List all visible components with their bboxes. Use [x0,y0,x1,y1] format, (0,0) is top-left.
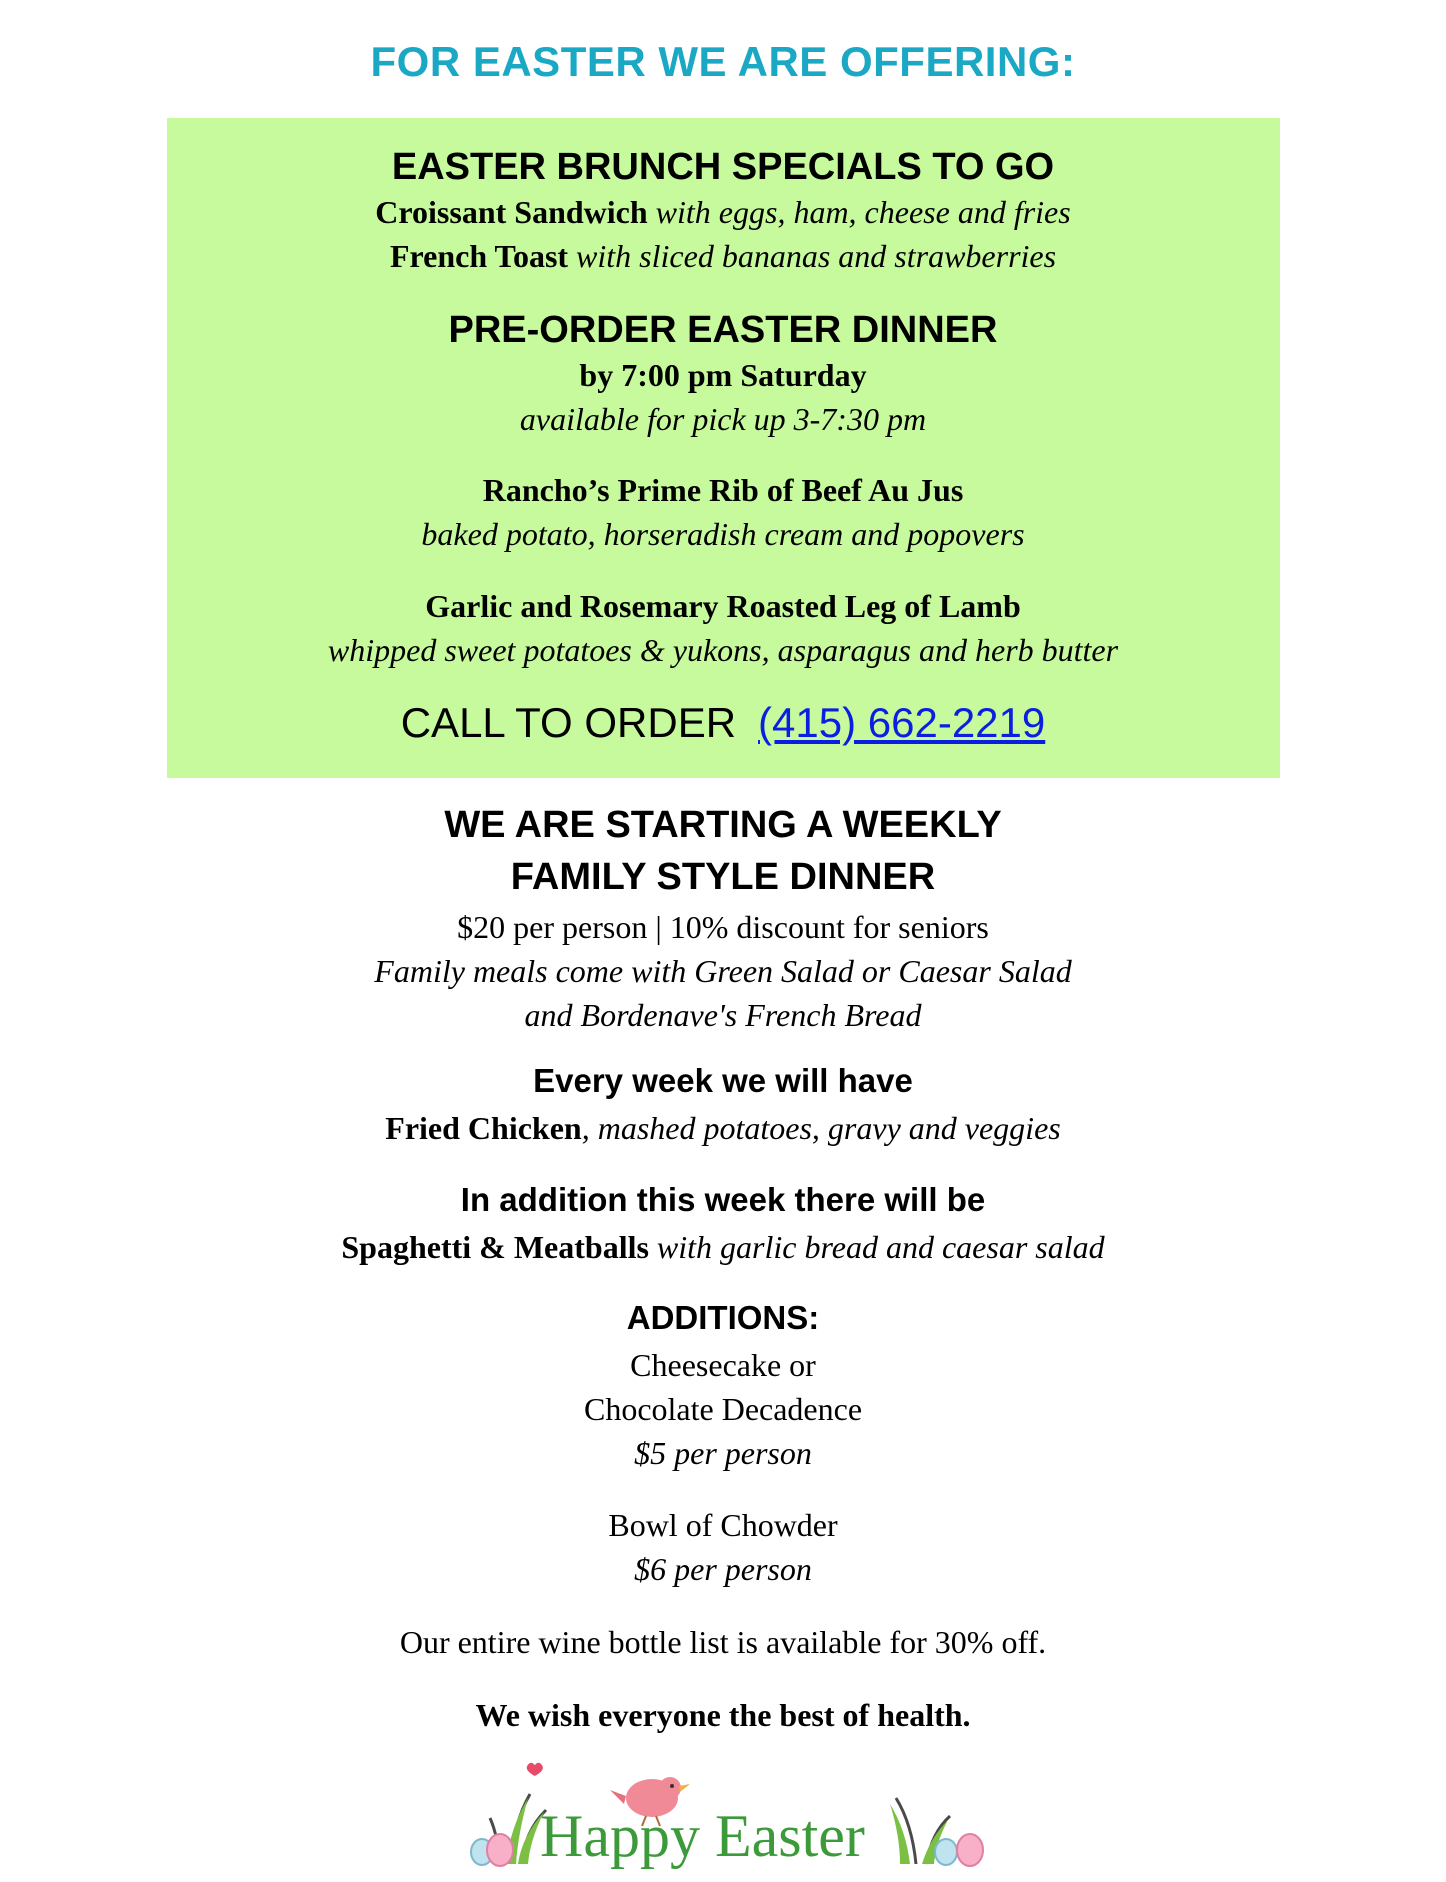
dinner-item-name: Garlic and Rosemary Roasted Leg of Lamb [425,588,1021,624]
this-week-item-name: Spaghetti & Meatballs [341,1229,649,1265]
call-label: CALL TO ORDER [400,699,737,746]
weekly-note-line1: Family meals come with Green Salad or Caesar Salad [374,953,1072,989]
wine-offer: Our entire wine bottle list is available for 30% off. [399,1624,1047,1660]
dinner-title: PRE-ORDER EASTER DINNER [448,309,998,351]
phone-link[interactable]: (415) 662-2219 [758,699,1046,746]
happy-easter-illustration [470,1752,990,1870]
brunch-item [0,194,1446,231]
weekly-title-line1: WE ARE STARTING A WEEKLY [444,804,1002,846]
brunch-title: EASTER BRUNCH SPECIALS TO GO [391,146,1055,188]
weekly-price: $20 per person | 10% discount for seniors [457,909,989,945]
every-week-item-desc: , mashed potatoes, gravy and veggies [581,1110,1061,1146]
easter-egg-icon [935,1839,957,1865]
dessert-price: $5 per person [634,1435,812,1471]
heart-icon [527,1763,543,1776]
every-week-item-name: Fried Chicken [385,1110,582,1146]
easter-egg-icon [487,1834,513,1866]
chowder: Bowl of Chowder [608,1507,838,1543]
brunch-item-desc: with eggs, ham, cheese and fries [655,194,1071,230]
this-week-item-desc: with garlic bread and caesar salad [648,1229,1105,1265]
wish-message: We wish everyone the best of health. [475,1697,971,1733]
dinner-pickup: available for pick up 3-7:30 pm [519,401,927,437]
brunch-item-desc: with sliced bananas and strawberries [576,238,1057,274]
happy-easter-logo [470,1752,990,1870]
brunch-item-name: French Toast [389,238,569,274]
weekly-title-line2: FAMILY STYLE DINNER [510,856,936,898]
every-week-item [0,1110,1446,1147]
dinner-item-desc: baked potato, horseradish cream and popovers [421,516,1025,552]
logo-text: Happy Easter [540,1803,865,1869]
page-headline: FOR EASTER WE ARE OFFERING: [370,38,1076,85]
this-week-heading: In addition this week there will be [460,1181,986,1218]
weekly-note-line2: and Bordenave's French Bread [524,997,922,1033]
brunch-item [0,238,1446,275]
call-to-order [0,699,1446,747]
every-week-heading: Every week we will have [533,1062,913,1099]
easter-egg-icon [957,1834,983,1866]
additions-title: ADDITIONS: [626,1299,820,1336]
brunch-item-name: Croissant Sandwich [375,194,648,230]
this-week-item [0,1229,1446,1266]
dessert-line1: Cheesecake or [630,1347,816,1383]
dinner-deadline: by 7:00 pm Saturday [579,357,867,393]
chowder-price: $6 per person [634,1551,812,1587]
dinner-item-name: Rancho’s Prime Rib of Beef Au Jus [482,472,964,508]
dessert-line2: Chocolate Decadence [583,1391,863,1427]
dinner-item-desc: whipped sweet potatoes & yukons, asparagus and herb butter [327,632,1119,668]
